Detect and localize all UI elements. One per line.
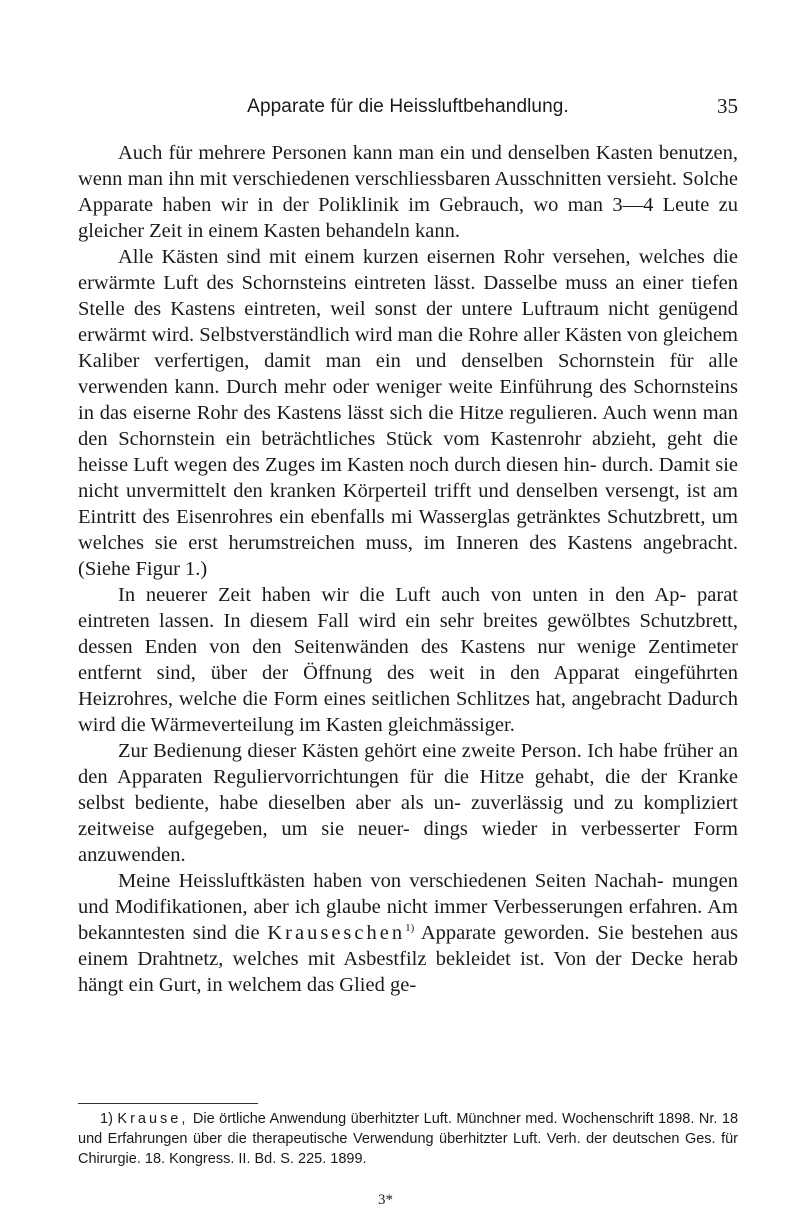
paragraph-1: Auch für mehrere Personen kann man ein und denselben Kasten benutzen, wenn man ihn mit verschiedenen verschliessbaren Ausschnitten versieht. Solche Apparate haben wir in der Poliklinik im Gebrauch, wo man 3—4 Leute zu gleicher Zeit in einem Kasten behandeln kann. (78, 142, 738, 242)
paragraph-3: In neuerer Zeit haben wir die Luft auch von unten in den Ap- parat eintreten lassen. In diesem Fall wird ein sehr breites gewölbtes Schutzbrett, dessen Enden von den Seitenwänden des Kastens nur wenige Zentimeter entfernt sind, über der Öffnung des weit in den Apparat eingeführten Heizrohres, welche die Form eines seitlichen Schlitzes hat, angebracht Dadurch wird die Wärmeverteilung im Kasten gleichmässiger. (78, 584, 738, 736)
running-head (78, 96, 738, 126)
footnote-text: Die örtliche Anwendung überhitzter Luft. Münchner med. Wochenschrift 1898. Nr. 18 und Erfahrungen über die therapeutische Verwendung überhitzter Luft. Verh. der deutschen Ges. für Chirurgie. 18. Kongress. II. Bd. S. 225. 1899. (78, 1111, 739, 1167)
signature-mark: 3* (378, 1192, 393, 1208)
author-name-spaced: Krauseschen (267, 922, 406, 944)
paragraph-5 (78, 868, 738, 998)
page-number: 35 (717, 94, 738, 118)
running-title: Apparate für die Heissluftbehandlung. (247, 96, 569, 117)
paragraph-4: Zur Bedienung dieser Kästen gehört eine zweite Person. Ich habe früher an den Apparaten Reguliervorrichtungen für die Hitze gehabt, die der Kranke selbst bediente, habe dieselben aber als un- zuverlässig und zu kompliziert zeitweise aufgegeben, um sie neuer- dings wieder in verbesserter Form anzuwenden. (78, 740, 738, 866)
footnote-author: Krause, (117, 1111, 189, 1127)
paragraph-5-end: Apparate geworden. Sie bestehen aus einem Drahtnetz, welches mit Asbestfilz bekleidet ist. Von der Decke herab hängt ein Gurt, in welchem das Glied ge- (78, 922, 739, 996)
body-text (78, 140, 738, 998)
paragraph-5-start: Meine Heissluftkästen haben von verschiedenen Seiten Nachah- mungen und Modifikationen, aber ich glaube nicht immer Verbesserungen erfahren. Am bekanntesten sind die (78, 870, 738, 944)
paragraph-2: Alle Kästen sind mit einem kurzen eisernen Rohr versehen, welches die erwärmte Luft des Schornsteins eintreten lässt. Dasselbe muss an einer tiefen Stelle des Kastens eintreten, weil sonst der untere Luftraum nicht genügend erwärmt wird. Selbstverständlich wird man die Rohre aller Kästen von gleichem Kaliber verfertigen, damit man ein und denselben Schornstein für alle verwenden kann. Durch mehr oder weniger weite Einführung des Schornsteins in das eiserne Rohr des Kastens lässt sich die Hitze regulieren. Auch wenn man den Schornstein ein beträchtliches Stück vom Kastenrohr abzieht, geht die heisse Luft wegen des Zuges im Kasten noch durch diesen hin- durch. Damit sie nicht unvermittelt den kranken Körperteil trifft und denselben versengt, ist am Eintritt des Eisenrohres ein ebenfalls mi Wasserglas getränktes Schutzbrett, um welches sie erst herumstreichen muss, im Inneren des Kastens angebracht. (Siehe Figur 1.) (78, 246, 738, 580)
footnote-rule (78, 1103, 258, 1104)
footnote-reference: 1) (405, 922, 415, 935)
book-page (78, 0, 738, 1217)
footnote-line (78, 1109, 738, 1169)
footnote-marker: 1) (100, 1111, 113, 1127)
footnote (78, 1109, 738, 1169)
